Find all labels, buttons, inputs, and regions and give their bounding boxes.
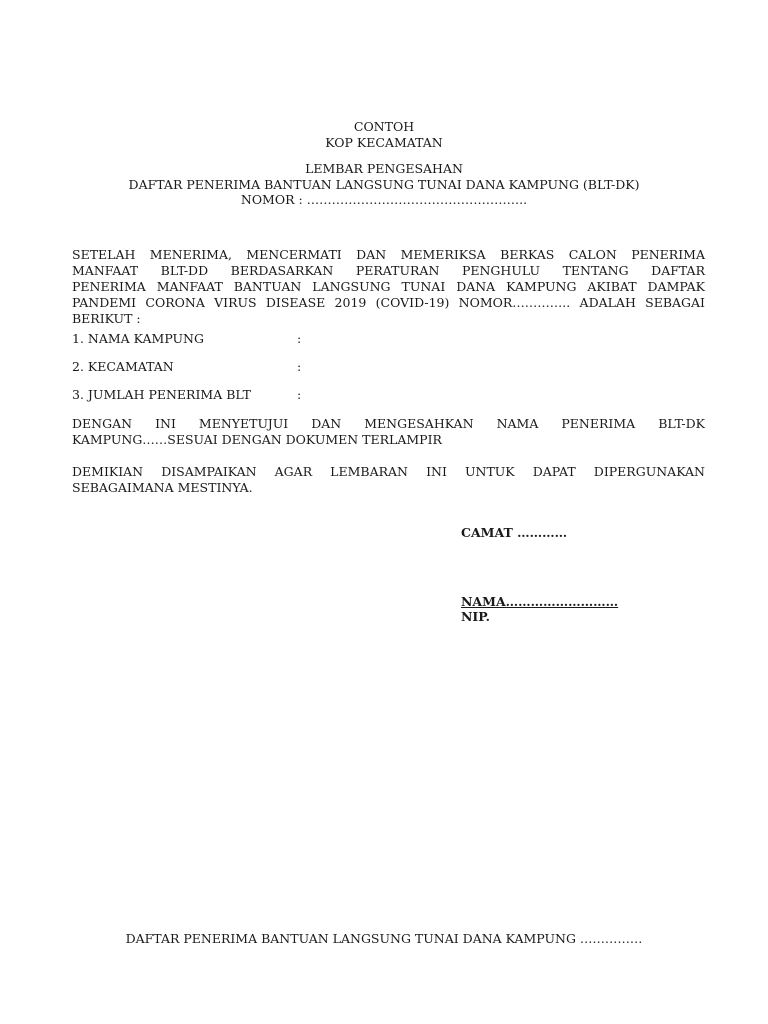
field-colon: :: [297, 359, 302, 374]
header-contoh: CONTOH: [353, 119, 415, 134]
field-colon: :: [297, 331, 302, 346]
paragraph-approval-line: DENGAN INI MENYETUJUI DAN MENGESAHKAN NAMA PENERIMA BLT-DK: [72, 416, 705, 431]
paragraph-intro-line: BERIKUT :: [72, 311, 141, 326]
paragraph-intro: [72, 247, 705, 327]
paragraph-intro-line: PANDEMI CORONA VIRUS DISEASE 2019 (COVID-19) NOMOR………….. ADALAH SEBAGAI: [72, 295, 705, 310]
field-nama-kampung: [72, 331, 472, 347]
paragraph-closing-line: SEBAGAIMANA MESTINYA.: [72, 480, 253, 495]
header-nomor: NOMOR : ……………………………………………..: [240, 192, 528, 207]
field-colon: :: [297, 387, 302, 402]
paragraph-approval: [72, 416, 705, 448]
header-title: DAFTAR PENERIMA BANTUAN LANGSUNG TUNAI DANA KAMPUNG (BLT-DK): [128, 177, 640, 192]
field-kecamatan: [72, 359, 472, 375]
signature-nip: NIP.: [461, 609, 490, 624]
field-jumlah-penerima: [72, 387, 472, 403]
paragraph-closing-line: DEMIKIAN DISAMPAIKAN AGAR LEMBARAN INI UNTUK DAPAT DIPERGUNAKAN: [72, 464, 705, 479]
paragraph-approval-line: KAMPUNG……SESUAI DENGAN DOKUMEN TERLAMPIR: [72, 432, 442, 447]
paragraph-intro-line: MANFAAT BLT-DD BERDASARKAN PERATURAN PENGHULU TENTANG DAFTAR: [72, 263, 705, 278]
signature-name: NAMA………………………: [461, 594, 619, 609]
field-label: 3. JUMLAH PENERIMA BLT: [72, 387, 251, 402]
paragraph-intro-line: SETELAH MENERIMA, MENCERMATI DAN MEMERIKSA BERKAS CALON PENERIMA: [72, 247, 705, 262]
header-kop-kecamatan: KOP KECAMATAN: [325, 135, 443, 150]
field-label: 2. KECAMATAN: [72, 359, 174, 374]
field-label: 1. NAMA KAMPUNG: [72, 331, 204, 346]
header-lembar-pengesahan: LEMBAR PENGESAHAN: [305, 161, 463, 176]
signature-title: CAMAT …………: [461, 525, 568, 540]
footer-caption: DAFTAR PENERIMA BANTUAN LANGSUNG TUNAI DANA KAMPUNG ……………: [125, 931, 643, 946]
paragraph-intro-line: PENERIMA MANFAAT BANTUAN LANGSUNG TUNAI DANA KAMPUNG AKIBAT DAMPAK: [72, 279, 705, 294]
paragraph-closing: [72, 464, 705, 496]
